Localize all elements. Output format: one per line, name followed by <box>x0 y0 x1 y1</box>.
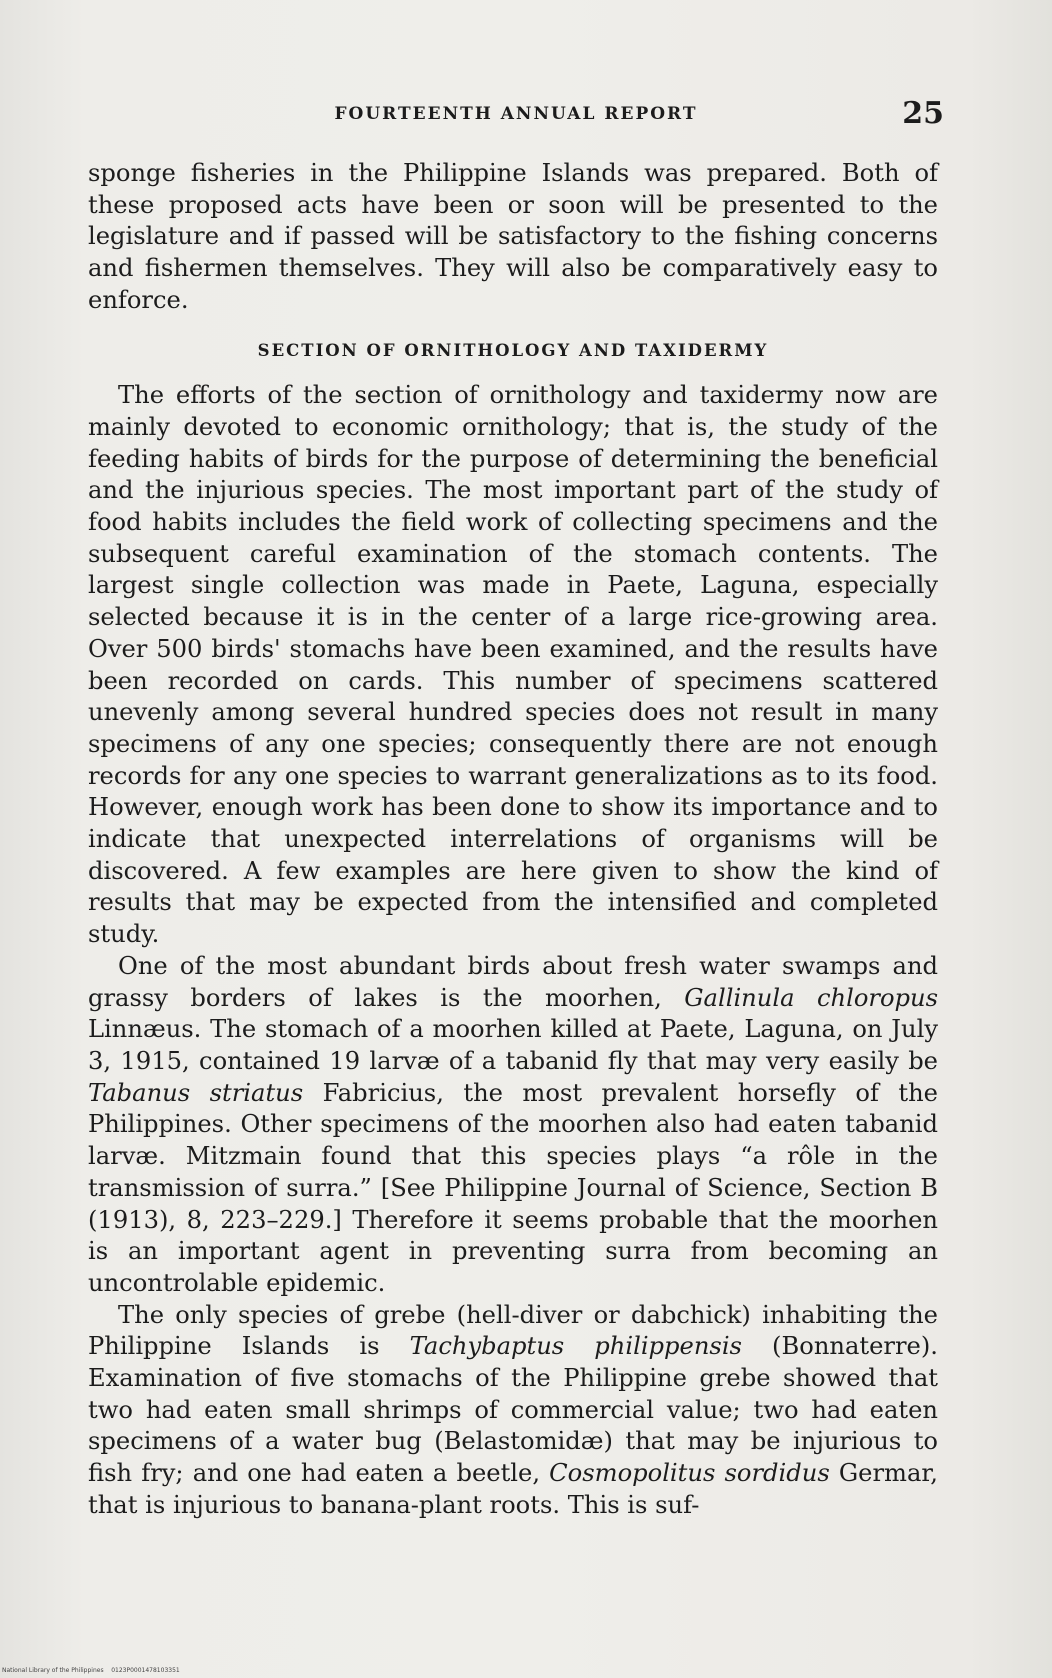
scientific-name: Tachybaptus philippensis <box>409 1332 742 1361</box>
text-run: Linnæus. The stomach of a moorhen killed at Paete, Laguna, on July 3, 1915, contained 19 larvæ of a tabanid fly that may very easily be <box>88 1015 938 1075</box>
scientific-name: Tabanus striatus <box>88 1078 304 1107</box>
text-run: One of the most abundant birds about fresh water swamps and grassy borders of lakes is the moorhen, <box>88 951 938 1012</box>
body-text <box>88 158 938 1522</box>
scientific-name: Cosmopolitus sordidus <box>549 1459 830 1488</box>
scientific-name: Gallinula chloropus <box>684 983 938 1012</box>
text-run: Germar, that is injurious to banana-plant roots. This is suf- <box>88 1459 939 1519</box>
text-run: (Bonnaterre). Examination of five stomachs of the Philippine grebe showed that two had eaten small shrimps of commercial value; two had eaten specimens of a water bug (Belastomidæ) that may be injurious to fish fry; and one had eaten a beetle, <box>88 1332 938 1488</box>
library-stamp: National Library of the Philippines 0123P0001478103351 <box>2 1667 180 1674</box>
paragraph-ornithology-efforts: The efforts of the section of ornithology and taxidermy now are mainly devoted to economic ornithology; that is, the study of the feeding habits of birds for the purpose of determining the beneficial and the injurious species. The most important part of the study of food habits includes the field work of collecting specimens and the subsequent careful examination of the stomach contents. The largest single collection was made in Paete, Laguna, especially selected because it is in the center of a large rice-growing area. Over 500 birds' stomachs have been examined, and the results have been recorded on cards. This number of specimens scattered unevenly among several hundred species does not result in many specimens of any one species; consequently there are not enough records for any one species to warrant generalizations as to its food. However, enough work has been done to show its importance and to indicate that unexpected interrelations of organisms will be discovered. A few examples are here given to show the kind of results that may be expected from the intensified and completed study. <box>88 381 938 949</box>
text-run: The only species of grebe (hell-diver or dabchick) inhabiting the Philippine Islands is <box>88 1300 938 1361</box>
text-run: Fabricius, the most prevalent horsefly of the Philippines. Other specimens of the moorhen also had eaten tabanid larvæ. Mitzmain found that this species plays “a rôle in the transmission of surra.” [See Philippine Journal of Science, Section B (1913), 8, 223–229.] Therefore it seems probable that the moorhen is an important agent in preventing surra from becoming an uncontrolable epidemic. <box>88 1078 938 1297</box>
page-number: 25 <box>902 96 944 131</box>
paragraph-moorhen <box>88 951 938 1300</box>
page-header <box>88 96 944 136</box>
section-heading: SECTION OF ORNITHOLOGY AND TAXIDERMY <box>257 340 769 360</box>
running-head: FOURTEENTH ANNUAL REPORT <box>334 104 698 124</box>
paragraph-continued: sponge fisheries in the Philippine Islands was prepared. Both of these proposed acts have been or soon will be presented to the legislature and if passed will be satisfactory to the fishing concerns and fishermen themselves. They will also be comparatively easy to enforce. <box>88 159 938 314</box>
paragraph-grebe <box>88 1300 938 1522</box>
